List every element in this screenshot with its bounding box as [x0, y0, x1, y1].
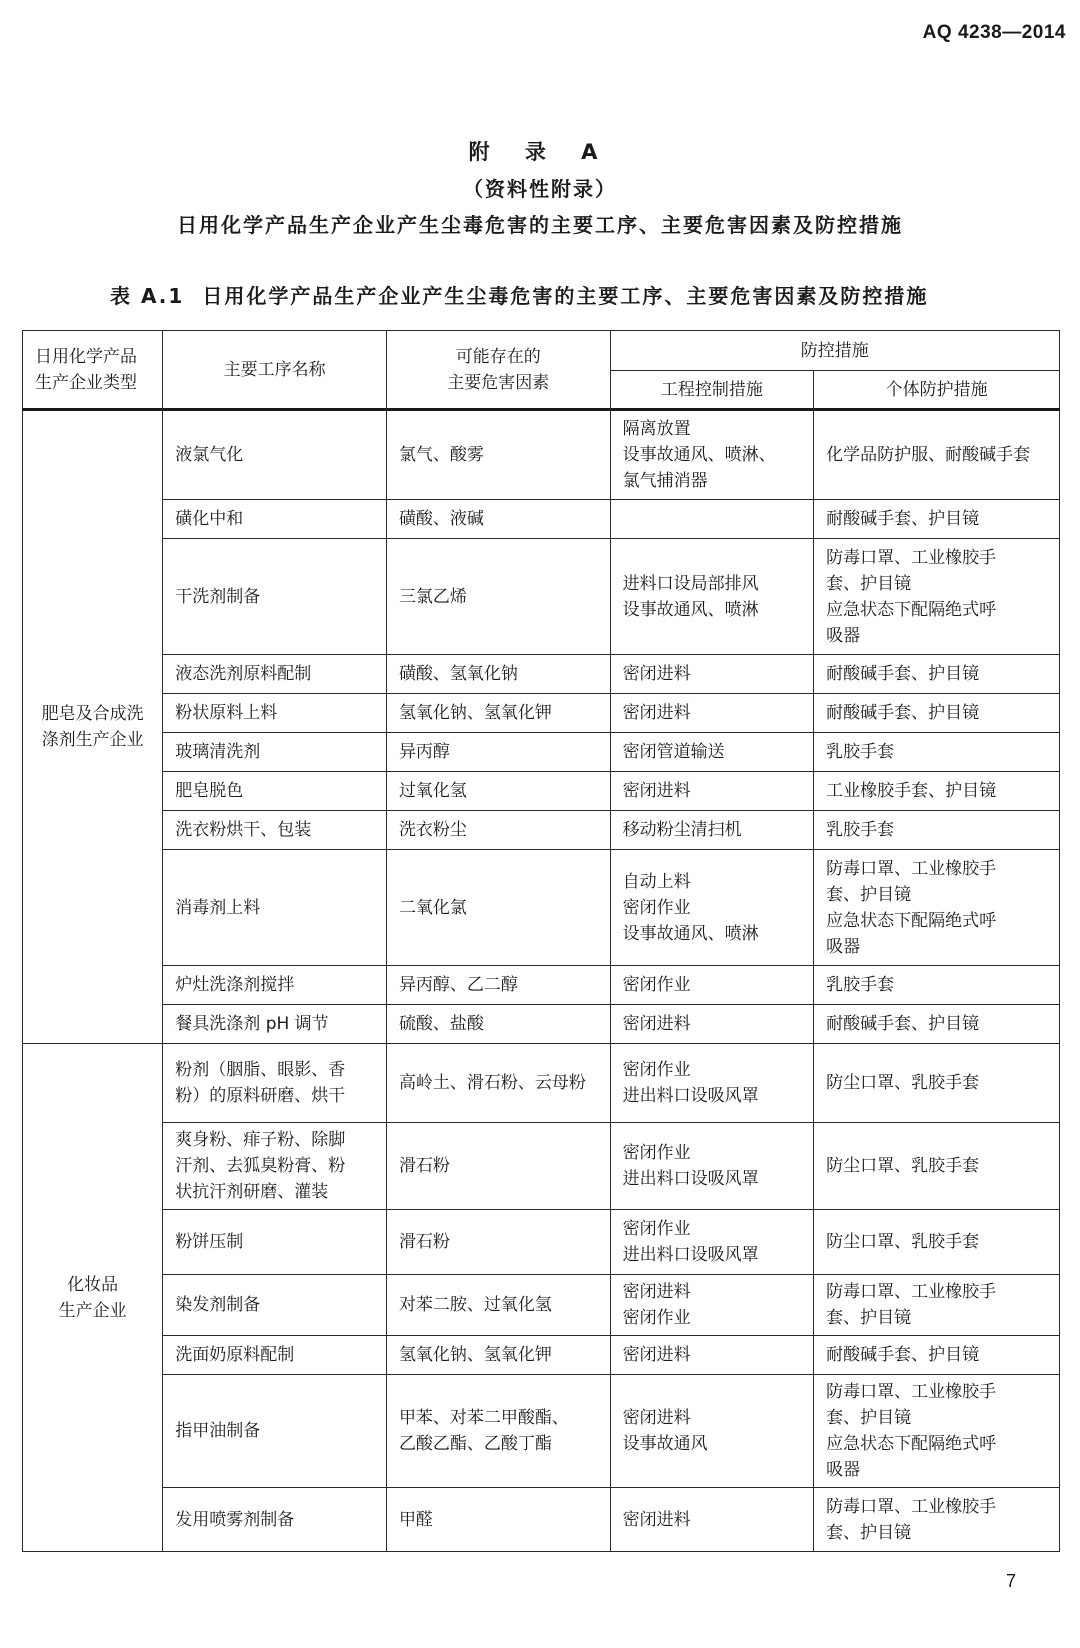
cell-line: 进出料口设吸风罩	[622, 1245, 759, 1265]
appendix-subtitle: （资料性附录）	[463, 177, 617, 201]
cell-line: 餐具洗涤剂 pH 调节	[175, 1014, 329, 1034]
cell-line: 二氧化氯	[398, 897, 467, 918]
cell-line: 防尘口罩、乳胶手套	[826, 1073, 980, 1093]
cell-line: 套、护目镜	[826, 884, 912, 905]
cell-engineering	[610, 1210, 814, 1275]
table-row	[23, 1123, 1060, 1210]
hazard-control-table	[22, 330, 1060, 1552]
cell-line: 洗衣粉尘	[398, 820, 467, 840]
appendix-heading: 日用化学产品生产企业产生尘毒危害的主要工序、主要危害因素及防控措施	[177, 213, 903, 237]
cell-personal	[814, 850, 1060, 966]
cell-line: 炉灶洗涤剂搅拌	[175, 975, 295, 995]
cell-line: 吸器	[826, 936, 861, 957]
cell-process	[163, 539, 387, 655]
cell-line: 滑石粉	[398, 1232, 450, 1252]
cell-process	[163, 1275, 387, 1336]
cell-line: 工业橡胶手套、护目镜	[826, 781, 997, 801]
cell-enterprise-type	[23, 410, 163, 1044]
cell-personal	[814, 655, 1060, 694]
cell-hazard	[386, 655, 610, 694]
cell-line: 粉状原料上料	[175, 703, 278, 723]
cell-line: 防毒口罩、工业橡胶手	[826, 1382, 997, 1402]
cell-personal	[814, 1275, 1060, 1336]
cell-line: 防毒口罩、工业橡胶手	[826, 547, 997, 568]
cell-engineering	[610, 1375, 814, 1488]
cell-line: 涤剂生产企业	[41, 730, 144, 750]
cell-line: 密闭进料	[622, 1509, 691, 1530]
cell-line: 应急状态下配隔绝式呼	[826, 910, 997, 931]
table-row	[23, 655, 1060, 694]
cell-hazard	[386, 410, 610, 500]
header-hazard-line: 主要危害因素	[447, 372, 550, 393]
cell-line: 消毒剂上料	[175, 897, 261, 918]
cell-line: 液态洗剂原料配制	[175, 664, 312, 684]
cell-line: 氢氧化钠、氢氧化钾	[398, 703, 552, 723]
cell-personal	[814, 966, 1060, 1005]
cell-line: 氢氧化钠、氢氧化钾	[398, 1345, 552, 1365]
header-measures: 防控措施	[610, 331, 1059, 371]
table-header	[23, 331, 1060, 410]
cell-hazard	[386, 694, 610, 733]
cell-personal	[814, 539, 1060, 655]
cell-line: 甲醛	[398, 1509, 433, 1530]
cell-process	[163, 694, 387, 733]
cell-line: 吸器	[826, 625, 861, 646]
header-enterprise-type: 日用化学产品生产企业类型	[23, 331, 163, 410]
cell-line: 洗衣粉烘干、包装	[175, 820, 312, 840]
cell-line: 设事故通风、喷淋、	[622, 445, 776, 465]
cell-engineering	[610, 1123, 814, 1210]
cell-line: 指甲油制备	[175, 1421, 261, 1441]
cell-line: 粉）的原料研磨、烘干	[175, 1086, 346, 1106]
header-hazard-line: 可能存在的	[455, 346, 541, 367]
cell-line: 密闭作业	[622, 975, 691, 995]
cell-personal	[814, 1375, 1060, 1488]
cell-line: 密闭作业	[622, 1308, 691, 1328]
cell-process	[163, 1336, 387, 1375]
cell-line: 粉饼压制	[175, 1232, 244, 1252]
header-engineering: 工程控制措施	[610, 371, 814, 410]
cell-process	[163, 1488, 387, 1552]
table-caption-number: 表 A.1	[110, 284, 185, 308]
cell-line: 肥皂及合成洗	[41, 704, 144, 724]
table-row	[23, 1375, 1060, 1488]
cell-line: 进出料口设吸风罩	[622, 1086, 759, 1106]
cell-line: 应急状态下配隔绝式呼	[826, 1434, 997, 1454]
cell-line: 液氯气化	[175, 445, 244, 465]
cell-line: 防尘口罩、乳胶手套	[826, 1156, 980, 1176]
cell-line: 化妆品	[67, 1274, 119, 1295]
cell-engineering	[610, 500, 814, 539]
cell-line: 染发剂制备	[175, 1295, 261, 1315]
cell-line: 密闭作业	[622, 1060, 691, 1080]
table-row	[23, 500, 1060, 539]
cell-process	[163, 772, 387, 811]
cell-hazard	[386, 1210, 610, 1275]
cell-personal	[814, 772, 1060, 811]
cell-line: 生产企业	[58, 1300, 127, 1321]
cell-process	[163, 655, 387, 694]
cell-personal	[814, 1210, 1060, 1275]
cell-enterprise-type	[23, 1044, 163, 1552]
header-personal: 个体防护措施	[814, 371, 1060, 410]
cell-line: 密闭进料	[622, 1345, 691, 1365]
cell-engineering	[610, 733, 814, 772]
cell-hazard	[386, 539, 610, 655]
cell-line: 进出料口设吸风罩	[622, 1169, 759, 1189]
cell-hazard	[386, 1005, 610, 1044]
cell-engineering	[610, 772, 814, 811]
table-caption	[110, 280, 928, 309]
cell-line: 套、护目镜	[826, 1408, 912, 1428]
cell-line: 密闭进料	[622, 1282, 691, 1302]
standard-code: AQ 4238—2014	[922, 22, 1066, 43]
cell-engineering	[610, 966, 814, 1005]
table-row	[23, 1488, 1060, 1552]
cell-line: 爽身粉、痱子粉、除脚	[175, 1130, 346, 1150]
cell-line: 玻璃清洗剂	[175, 742, 261, 762]
cell-personal	[814, 1488, 1060, 1552]
cell-process	[163, 1210, 387, 1275]
cell-process	[163, 500, 387, 539]
cell-line: 滑石粉	[398, 1156, 450, 1176]
table-row	[23, 733, 1060, 772]
cell-line: 设事故通风、喷淋	[622, 599, 759, 620]
cell-line: 密闭作业	[622, 897, 691, 918]
cell-line: 甲苯、对苯二甲酸酯、	[398, 1408, 569, 1428]
cell-line: 移动粉尘清扫机	[622, 820, 742, 840]
cell-process	[163, 410, 387, 500]
cell-hazard	[386, 1375, 610, 1488]
cell-line: 肥皂脱色	[175, 781, 244, 801]
cell-process	[163, 1375, 387, 1488]
cell-line: 耐酸碱手套、护目镜	[826, 1014, 980, 1034]
table-row	[23, 410, 1060, 500]
cell-line: 磺酸、氢氧化钠	[398, 664, 518, 684]
cell-process	[163, 1005, 387, 1044]
cell-line: 密闭进料	[622, 664, 691, 684]
cell-hazard	[386, 1044, 610, 1123]
table-row	[23, 1044, 1060, 1123]
cell-line: 密闭管道输送	[622, 742, 725, 762]
cell-line: 防尘口罩、乳胶手套	[826, 1232, 980, 1252]
header-hazard	[386, 331, 610, 410]
cell-line: 吸器	[826, 1460, 861, 1480]
cell-hazard	[386, 1275, 610, 1336]
cell-hazard	[386, 500, 610, 539]
cell-line: 汗剂、去狐臭粉膏、粉	[175, 1156, 346, 1176]
table-row	[23, 1210, 1060, 1275]
appendix-title: 附 录 A	[468, 140, 612, 164]
cell-line: 进料口设局部排风	[622, 573, 759, 594]
cell-hazard	[386, 1336, 610, 1375]
cell-process	[163, 966, 387, 1005]
cell-line: 高岭土、滑石粉、云母粉	[398, 1073, 586, 1093]
cell-engineering	[610, 811, 814, 850]
cell-personal	[814, 500, 1060, 539]
cell-personal	[814, 811, 1060, 850]
cell-line: 密闭进料	[622, 1408, 691, 1428]
table-row	[23, 811, 1060, 850]
cell-line: 干洗剂制备	[175, 586, 261, 607]
cell-process	[163, 811, 387, 850]
cell-line: 异丙醇、乙二醇	[398, 975, 518, 995]
cell-line: 耐酸碱手套、护目镜	[826, 509, 980, 529]
cell-line: 三氯乙烯	[398, 586, 467, 607]
cell-personal	[814, 1005, 1060, 1044]
cell-process	[163, 1123, 387, 1210]
cell-line: 自动上料	[622, 871, 691, 892]
cell-engineering	[610, 694, 814, 733]
table-row	[23, 694, 1060, 733]
cell-line: 防毒口罩、工业橡胶手	[826, 1496, 997, 1517]
cell-process	[163, 1044, 387, 1123]
cell-line: 磺化中和	[175, 509, 244, 529]
cell-engineering	[610, 655, 814, 694]
cell-personal	[814, 410, 1060, 500]
cell-personal	[814, 1336, 1060, 1375]
cell-personal	[814, 733, 1060, 772]
cell-hazard	[386, 733, 610, 772]
cell-line: 密闭作业	[622, 1219, 691, 1239]
cell-line: 过氧化氢	[398, 781, 467, 801]
cell-engineering	[610, 1336, 814, 1375]
cell-line: 发用喷雾剂制备	[175, 1509, 295, 1530]
cell-line: 耐酸碱手套、护目镜	[826, 703, 980, 723]
cell-line: 异丙醇	[398, 742, 450, 762]
cell-engineering	[610, 539, 814, 655]
cell-line: 防毒口罩、工业橡胶手	[826, 858, 997, 879]
cell-line: 乙酸乙酯、乙酸丁酯	[398, 1434, 552, 1454]
cell-process	[163, 733, 387, 772]
cell-line: 密闭进料	[622, 781, 691, 801]
cell-hazard	[386, 772, 610, 811]
cell-line: 洗面奶原料配制	[175, 1345, 295, 1365]
cell-hazard	[386, 811, 610, 850]
cell-line: 磺酸、液碱	[398, 509, 484, 529]
cell-line: 密闭进料	[622, 703, 691, 723]
cell-line: 隔离放置	[622, 419, 691, 439]
cell-line: 密闭进料	[622, 1014, 691, 1034]
table-row	[23, 966, 1060, 1005]
cell-process	[163, 850, 387, 966]
table-body	[23, 410, 1060, 1552]
cell-engineering	[610, 410, 814, 500]
table-row	[23, 539, 1060, 655]
cell-hazard	[386, 850, 610, 966]
table-row	[23, 772, 1060, 811]
cell-line: 防毒口罩、工业橡胶手	[826, 1282, 997, 1302]
cell-personal	[814, 1044, 1060, 1123]
cell-personal	[814, 694, 1060, 733]
cell-line: 密闭作业	[622, 1143, 691, 1163]
cell-line: 化学品防护服、耐酸碱手套	[826, 445, 1031, 465]
cell-engineering	[610, 1488, 814, 1552]
cell-engineering	[610, 1005, 814, 1044]
table-caption-text: 日用化学产品生产企业产生尘毒危害的主要工序、主要危害因素及防控措施	[202, 284, 929, 308]
cell-hazard	[386, 966, 610, 1005]
cell-hazard	[386, 1488, 610, 1552]
cell-line: 乳胶手套	[826, 742, 895, 762]
page-number: 7	[1005, 1571, 1016, 1591]
header-process: 主要工序名称	[163, 331, 387, 410]
table-row	[23, 1336, 1060, 1375]
cell-line: 氯气捕消器	[622, 471, 708, 491]
cell-line: 粉剂（胭脂、眼影、香	[175, 1060, 346, 1080]
cell-line: 套、护目镜	[826, 573, 912, 594]
cell-engineering	[610, 1275, 814, 1336]
cell-line: 耐酸碱手套、护目镜	[826, 664, 980, 684]
cell-line: 乳胶手套	[826, 975, 895, 995]
cell-line: 设事故通风、喷淋	[622, 923, 759, 944]
cell-line: 套、护目镜	[826, 1522, 912, 1543]
cell-line: 状抗汗剂研磨、灌装	[175, 1182, 329, 1202]
cell-line: 设事故通风	[622, 1434, 708, 1454]
table-row	[23, 1275, 1060, 1336]
cell-engineering	[610, 850, 814, 966]
cell-hazard	[386, 1123, 610, 1210]
cell-line: 对苯二胺、过氧化氢	[398, 1295, 552, 1315]
cell-personal	[814, 1123, 1060, 1210]
cell-line: 耐酸碱手套、护目镜	[826, 1345, 980, 1365]
cell-line: 套、护目镜	[826, 1308, 912, 1328]
cell-line: 氯气、酸雾	[398, 445, 484, 465]
table-row	[23, 850, 1060, 966]
cell-line: 硫酸、盐酸	[398, 1014, 484, 1034]
table-row	[23, 1005, 1060, 1044]
cell-line: 乳胶手套	[826, 820, 895, 840]
cell-line: 应急状态下配隔绝式呼	[826, 599, 997, 620]
cell-engineering	[610, 1044, 814, 1123]
